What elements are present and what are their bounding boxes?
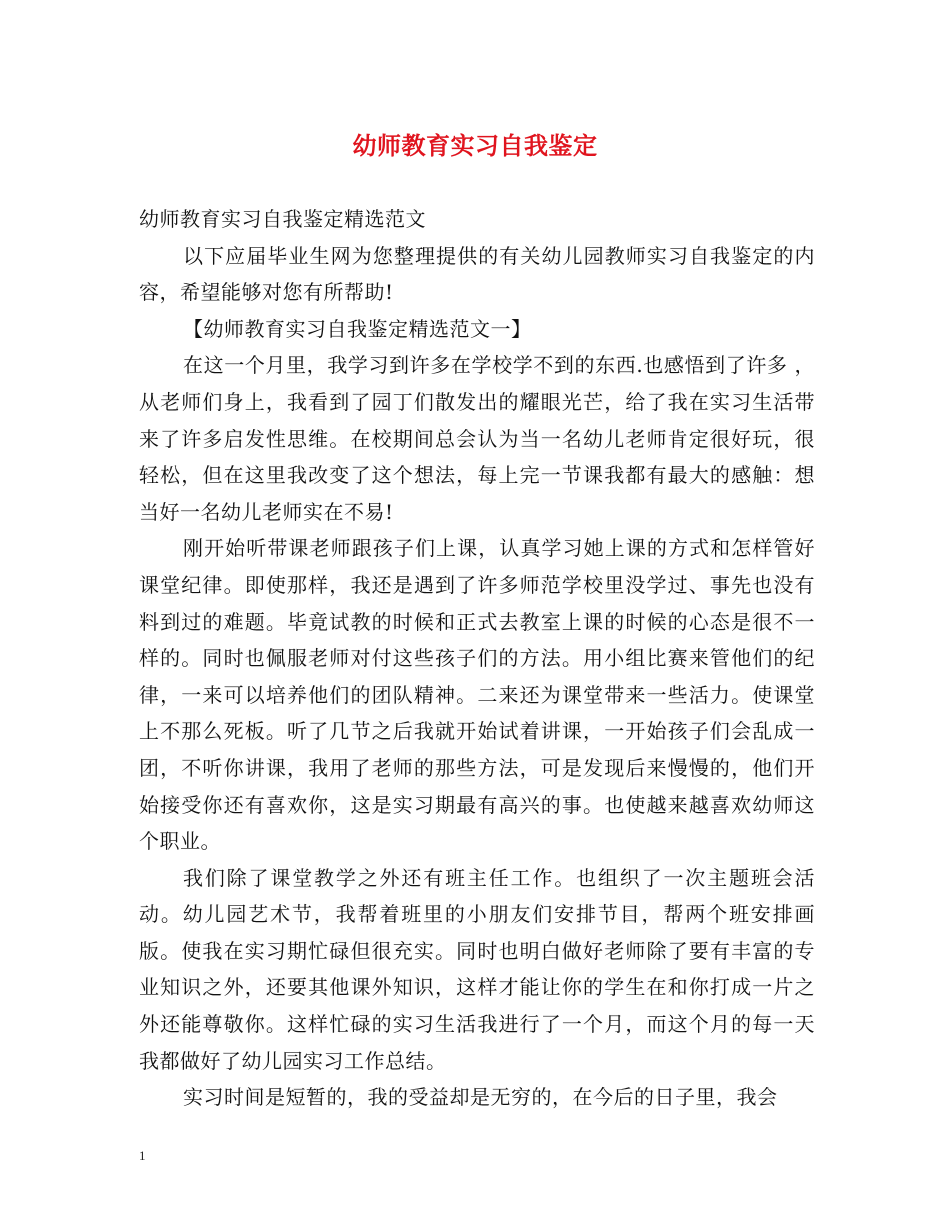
section-heading: 【幼师教育实习自我鉴定精选范文一】 — [183, 316, 532, 341]
document-subtitle: 幼师教育实习自我鉴定精选范文 — [139, 207, 426, 231]
page-number: 1 — [139, 1148, 146, 1163]
body-paragraph: 实习时间是短暂的，我的受益却是无穷的，在今后的日子里，我会 — [183, 1085, 778, 1110]
intro-paragraph: 以下应届毕业生网为您整理提供的有关幼儿园教师实习自我鉴定的内容，希望能够对您有所帮助! — [139, 243, 815, 305]
body-paragraph: 刚开始听带课老师跟孩子们上课，认真学习她上课的方式和怎样管好课堂纪律。即使那样，我还是遇到了许多师范学校里没学过、事先也没有料到过的难题。毕竟试教的时候和正式去教室上课的时候的心态是很不一样的。同时也佩服老师对付这些孩子们的方法。用小组比赛来管他们的纪律，一来可以培养他们的团队精神。二来还为课堂带来一些活力。使课堂上不那么死板。听了几节之后我就开始试着讲课，一开始孩子们会乱成一团，不听你讲课，我用了老师的那些方法，可是发现后来慢慢的，他们开始接受你还有喜欢你，这是实习期最有高兴的事。也使越来越喜欢幼师这个职业。 — [139, 536, 815, 854]
body-paragraph: 在这一个月里，我学习到许多在学校学不到的东西.也感悟到了许多 ，从老师们身上，我看到了园丁们散发出的耀眼光芒，给了我在实习生活带来了许多启发性思维。在校期间总会认为当一名幼儿老师肯定很好玩，很轻松，但在这里我改变了这个想法，每上完一节课我都有最大的感触：想当好一名幼儿老师实在不易! — [139, 353, 815, 524]
body-paragraph: 我们除了课堂教学之外还有班主任工作。也组织了一次主题班会活动。幼儿园艺术节，我帮着班里的小朋友们安排节目，帮两个班安排画版。使我在实习期忙碌但很充实。同时也明白做好老师除了要有丰富的专业知识之外，还要其他课外知识，这样才能让你的学生在和你打成一片之外还能尊敬你。这样忙碌的实习生活我进行了一个月，而这个月的每一天我都做好了幼儿园实习工作总结。 — [139, 865, 815, 1073]
document-body — [139, 201, 815, 1116]
page-title: 幼师教育实习自我鉴定 — [352, 131, 598, 160]
